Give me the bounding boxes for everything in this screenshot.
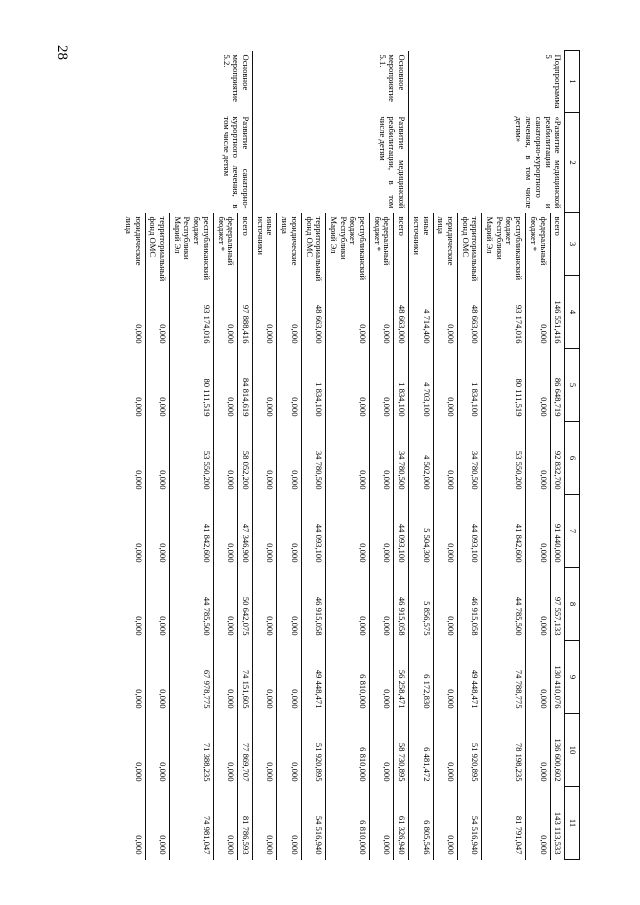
amount-cell: 0,000: [213, 568, 237, 641]
amount-cell: 6 172,830: [409, 641, 433, 714]
table-body: [121, 51, 565, 860]
amount-cell: 0,000: [121, 495, 145, 568]
column-header: 9: [565, 641, 580, 714]
amount-cell: 0,000: [145, 787, 169, 860]
funding-source-cell: территориальный фонд ОМС: [301, 213, 325, 276]
amount-cell: 54 516,940: [301, 787, 325, 860]
amount-cell: 6 805,546: [409, 787, 433, 860]
amount-cell: 0,000: [145, 422, 169, 495]
amount-cell: 0,000: [370, 495, 394, 568]
amount-cell: 53 550,200: [482, 422, 526, 495]
funding-source-cell: федеральный бюджет *: [370, 213, 394, 276]
funding-source-cell: иные источники: [253, 213, 277, 276]
amount-cell: 49 448,471: [457, 641, 481, 714]
amount-cell: 0,000: [526, 641, 550, 714]
amount-cell: 0,000: [326, 495, 370, 568]
funding-source-cell: всего: [238, 213, 253, 276]
amount-cell: 0,000: [433, 495, 457, 568]
page-number: 28: [54, 45, 70, 60]
amount-cell: 44 785,500: [170, 568, 214, 641]
amount-cell: 0,000: [526, 714, 550, 787]
amount-cell: 0,000: [277, 349, 301, 422]
amount-cell: 0,000: [370, 422, 394, 495]
amount-cell: 5 504,300: [409, 495, 433, 568]
program-code-cell: Основное мероприятие 5.2.: [121, 51, 252, 113]
program-code-cell: Подпрограмма 5: [409, 51, 565, 113]
program-name-cell: «Развитие медицинской реабилитации и санаторно-курортного лечения, в том числе детям»: [409, 113, 565, 213]
amount-cell: 0,000: [370, 568, 394, 641]
amount-cell: 0,000: [277, 714, 301, 787]
amount-cell: 86 648,719: [550, 349, 565, 422]
amount-cell: 44 093,100: [301, 495, 325, 568]
amount-cell: 0,000: [121, 568, 145, 641]
amount-cell: 0,000: [433, 714, 457, 787]
amount-cell: 4 703,100: [409, 349, 433, 422]
amount-cell: 0,000: [145, 495, 169, 568]
amount-cell: 0,000: [433, 787, 457, 860]
program-code-cell: Основное мероприятие 5.1.: [253, 51, 409, 113]
amount-cell: 46 915,058: [394, 568, 409, 641]
amount-cell: 5 856,575: [409, 568, 433, 641]
amount-cell: 0,000: [370, 787, 394, 860]
amount-cell: 0,000: [277, 276, 301, 349]
amount-cell: 0,000: [145, 714, 169, 787]
funding-source-cell: республиканский бюджет Республики Марий Эл: [482, 213, 526, 276]
funding-source-cell: всего: [394, 213, 409, 276]
funding-source-cell: республиканский бюджет Республики Марий Эл: [170, 213, 214, 276]
amount-cell: 93 174,016: [482, 276, 526, 349]
amount-cell: 0,000: [370, 641, 394, 714]
program-name-cell: Развитие санаторно-курортного лечения, в том числе детям: [121, 113, 252, 213]
amount-cell: 0,000: [277, 422, 301, 495]
amount-cell: 34 780,500: [457, 422, 481, 495]
amount-cell: 58 052,200: [238, 422, 253, 495]
amount-cell: 0,000: [326, 276, 370, 349]
amount-cell: 0,000: [526, 349, 550, 422]
amount-cell: 47 346,900: [238, 495, 253, 568]
amount-cell: 0,000: [145, 568, 169, 641]
amount-cell: 0,000: [253, 714, 277, 787]
amount-cell: 48 663,000: [457, 276, 481, 349]
amount-cell: 81 791,047: [482, 787, 526, 860]
funding-source-cell: территориальный фонд ОМС: [457, 213, 481, 276]
finance-table-sheet: [115, 50, 580, 860]
amount-cell: 130 410,076: [550, 641, 565, 714]
amount-cell: 0,000: [370, 349, 394, 422]
amount-cell: 0,000: [213, 495, 237, 568]
amount-cell: 0,000: [121, 422, 145, 495]
amount-cell: 0,000: [213, 787, 237, 860]
column-header: 6: [565, 422, 580, 495]
amount-cell: 41 842,600: [482, 495, 526, 568]
amount-cell: 146 551,416: [550, 276, 565, 349]
amount-cell: 0,000: [213, 714, 237, 787]
amount-cell: 0,000: [253, 495, 277, 568]
amount-cell: 44 785,500: [482, 568, 526, 641]
column-header: 5: [565, 349, 580, 422]
amount-cell: 0,000: [326, 568, 370, 641]
amount-cell: 44 093,100: [457, 495, 481, 568]
amount-cell: 51 920,895: [301, 714, 325, 787]
amount-cell: 0,000: [145, 276, 169, 349]
amount-cell: 0,000: [370, 714, 394, 787]
amount-cell: 46 915,058: [301, 568, 325, 641]
amount-cell: 0,000: [253, 349, 277, 422]
amount-cell: 0,000: [253, 568, 277, 641]
amount-cell: 0,000: [277, 641, 301, 714]
amount-cell: 49 448,471: [301, 641, 325, 714]
amount-cell: 0,000: [526, 276, 550, 349]
header-row: [565, 51, 580, 860]
column-header: 4: [565, 276, 580, 349]
amount-cell: 0,000: [145, 349, 169, 422]
amount-cell: 81 786,593: [238, 787, 253, 860]
funding-source-cell: федеральный бюджет *: [526, 213, 550, 276]
program-name-cell: Развитие медицинской реабилитации, в том числе детям: [253, 113, 409, 213]
amount-cell: 0,000: [121, 349, 145, 422]
amount-cell: 6 810,000: [326, 641, 370, 714]
amount-cell: 1 834,100: [457, 349, 481, 422]
amount-cell: 0,000: [433, 568, 457, 641]
funding-source-cell: республиканский бюджет Республики Марий Эл: [326, 213, 370, 276]
funding-source-cell: юридические лица: [433, 213, 457, 276]
amount-cell: 4 502,000: [409, 422, 433, 495]
column-header: 1: [565, 51, 580, 113]
funding-source-cell: территориальный фонд ОМС: [145, 213, 169, 276]
amount-cell: 0,000: [370, 276, 394, 349]
amount-cell: 0,000: [213, 276, 237, 349]
amount-cell: 61 326,940: [394, 787, 409, 860]
funding-source-cell: федеральный бюджет *: [213, 213, 237, 276]
table-row: [394, 51, 409, 860]
amount-cell: 71 388,235: [170, 714, 214, 787]
amount-cell: 78 198,235: [482, 714, 526, 787]
amount-cell: 58 730,895: [394, 714, 409, 787]
amount-cell: 0,000: [277, 568, 301, 641]
amount-cell: 80 111,519: [482, 349, 526, 422]
amount-cell: 0,000: [253, 641, 277, 714]
amount-cell: 0,000: [213, 349, 237, 422]
amount-cell: 41 842,600: [170, 495, 214, 568]
amount-cell: 0,000: [213, 641, 237, 714]
column-header: 7: [565, 495, 580, 568]
amount-cell: 46 915,058: [457, 568, 481, 641]
amount-cell: 34 780,500: [394, 422, 409, 495]
amount-cell: 93 174,016: [170, 276, 214, 349]
funding-source-cell: юридические лица: [277, 213, 301, 276]
amount-cell: 0,000: [433, 422, 457, 495]
amount-cell: 0,000: [433, 276, 457, 349]
funding-source-cell: юридические лица: [121, 213, 145, 276]
amount-cell: 1 834,100: [394, 349, 409, 422]
amount-cell: 44 093,100: [394, 495, 409, 568]
amount-cell: 0,000: [121, 714, 145, 787]
table-row: [238, 51, 253, 860]
amount-cell: 0,000: [253, 276, 277, 349]
amount-cell: 136 600,602: [550, 714, 565, 787]
amount-cell: 0,000: [213, 422, 237, 495]
amount-cell: 143 113,533: [550, 787, 565, 860]
amount-cell: 6 481,472: [409, 714, 433, 787]
amount-cell: 0,000: [253, 422, 277, 495]
amount-cell: 74 151,605: [238, 641, 253, 714]
amount-cell: 0,000: [121, 276, 145, 349]
column-header: 8: [565, 568, 580, 641]
amount-cell: 6 810,000: [326, 714, 370, 787]
amount-cell: 0,000: [253, 787, 277, 860]
amount-cell: 74 981,047: [170, 787, 214, 860]
amount-cell: 0,000: [526, 422, 550, 495]
amount-cell: 4 714,400: [409, 276, 433, 349]
finance-table: [121, 50, 580, 860]
amount-cell: 1 834,100: [301, 349, 325, 422]
amount-cell: 0,000: [433, 641, 457, 714]
amount-cell: 80 111,519: [170, 349, 214, 422]
column-header: 11: [565, 787, 580, 860]
amount-cell: 67 978,775: [170, 641, 214, 714]
amount-cell: 77 869,707: [238, 714, 253, 787]
amount-cell: 54 516,940: [457, 787, 481, 860]
column-header: 3: [565, 213, 580, 276]
amount-cell: 91 440,000: [550, 495, 565, 568]
amount-cell: 0,000: [121, 641, 145, 714]
amount-cell: 0,000: [526, 568, 550, 641]
amount-cell: 51 920,895: [457, 714, 481, 787]
amount-cell: 97 557,133: [550, 568, 565, 641]
amount-cell: 6 810,000: [326, 787, 370, 860]
amount-cell: 0,000: [121, 787, 145, 860]
amount-cell: 53 550,200: [170, 422, 214, 495]
funding-source-cell: иные источники: [409, 213, 433, 276]
amount-cell: 92 832,700: [550, 422, 565, 495]
amount-cell: 0,000: [326, 422, 370, 495]
amount-cell: 0,000: [326, 349, 370, 422]
funding-source-cell: всего: [550, 213, 565, 276]
amount-cell: 0,000: [526, 495, 550, 568]
amount-cell: 0,000: [526, 787, 550, 860]
amount-cell: 0,000: [277, 787, 301, 860]
amount-cell: 34 780,500: [301, 422, 325, 495]
amount-cell: 97 888,416: [238, 276, 253, 349]
amount-cell: 48 663,000: [394, 276, 409, 349]
amount-cell: 48 663,000: [301, 276, 325, 349]
amount-cell: 50 642,075: [238, 568, 253, 641]
amount-cell: 0,000: [433, 349, 457, 422]
amount-cell: 56 258,471: [394, 641, 409, 714]
column-header: 2: [565, 113, 580, 213]
column-header: 10: [565, 714, 580, 787]
amount-cell: 0,000: [277, 495, 301, 568]
amount-cell: 84 814,619: [238, 349, 253, 422]
amount-cell: 0,000: [145, 641, 169, 714]
amount-cell: 74 788,775: [482, 641, 526, 714]
table-row: [550, 51, 565, 860]
